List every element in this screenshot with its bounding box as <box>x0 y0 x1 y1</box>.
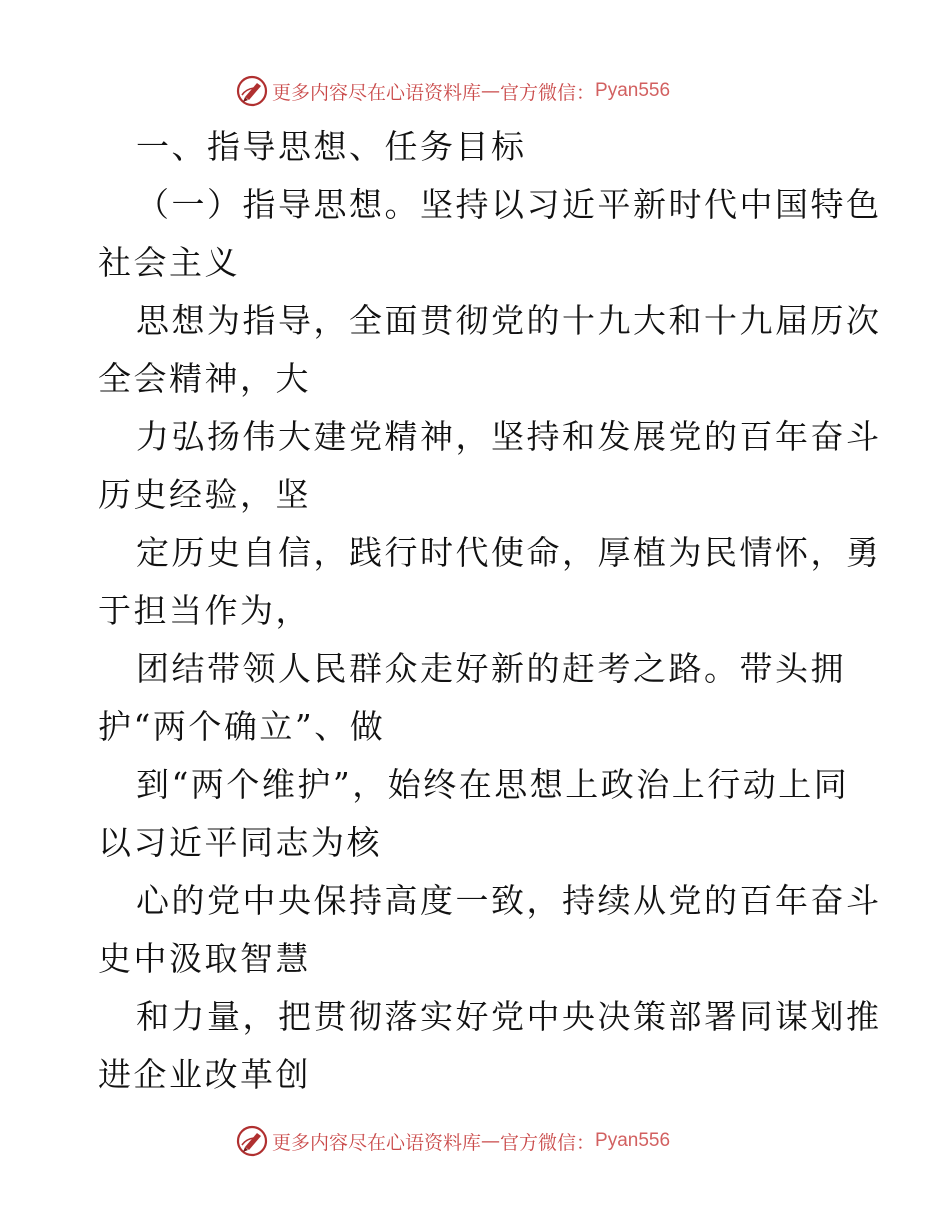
paragraph-line: 全会精神，大 <box>98 359 311 398</box>
paragraph-line: 社会主义 <box>98 243 240 282</box>
watermark-official-label: 官方微信： <box>500 1131 596 1154</box>
section-heading: 一、指导思想、任务目标 <box>136 127 527 166</box>
footer-watermark <box>236 1124 670 1158</box>
watermark-brand: 更多内容尽在心语资料库 <box>272 1131 482 1154</box>
paragraph-line: 进企业改革创 <box>98 1055 311 1094</box>
paragraph-line: 力弘扬伟大建党精神，坚持和发展党的百年奋斗 <box>136 417 882 456</box>
paragraph-line: 到“两个维护”，始终在思想上政治上行动上同 <box>136 765 850 804</box>
paragraph-line: 史中汲取智慧 <box>98 939 311 978</box>
paragraph-line: 护“两个确立”、做 <box>98 707 386 746</box>
paragraph-line: 团结带领人民群众走好新的赶考之路。带头拥 <box>136 649 846 688</box>
paragraph-line: 于担当作为， <box>98 591 311 630</box>
pen-logo-icon <box>236 1125 268 1157</box>
watermark-official-label: 官方微信： <box>500 81 596 104</box>
paragraph-line: （一）指导思想。坚持以习近平新时代中国特色 <box>136 185 882 224</box>
watermark-wechat-id: Pyan556 <box>595 1130 671 1151</box>
header-watermark <box>236 74 670 108</box>
paragraph-line: 思想为指导，全面贯彻党的十九大和十九届历次 <box>136 301 882 340</box>
watermark-brand: 更多内容尽在心语资料库 <box>272 81 482 104</box>
paragraph-line: 和力量，把贯彻落实好党中央决策部署同谋划推 <box>136 997 882 1036</box>
paragraph-line: 以习近平同志为核 <box>98 823 382 862</box>
watermark-dash: — <box>481 1130 501 1152</box>
paragraph-line: 心的党中央保持高度一致，持续从党的百年奋斗 <box>136 881 882 920</box>
paragraph-line: 定历史自信，践行时代使命，厚植为民情怀，勇 <box>136 533 882 572</box>
watermark-wechat-id: Pyan556 <box>595 80 671 101</box>
paragraph-line: 历史经验，坚 <box>98 475 311 514</box>
watermark-dash: — <box>481 80 501 102</box>
pen-logo-icon <box>236 75 268 107</box>
